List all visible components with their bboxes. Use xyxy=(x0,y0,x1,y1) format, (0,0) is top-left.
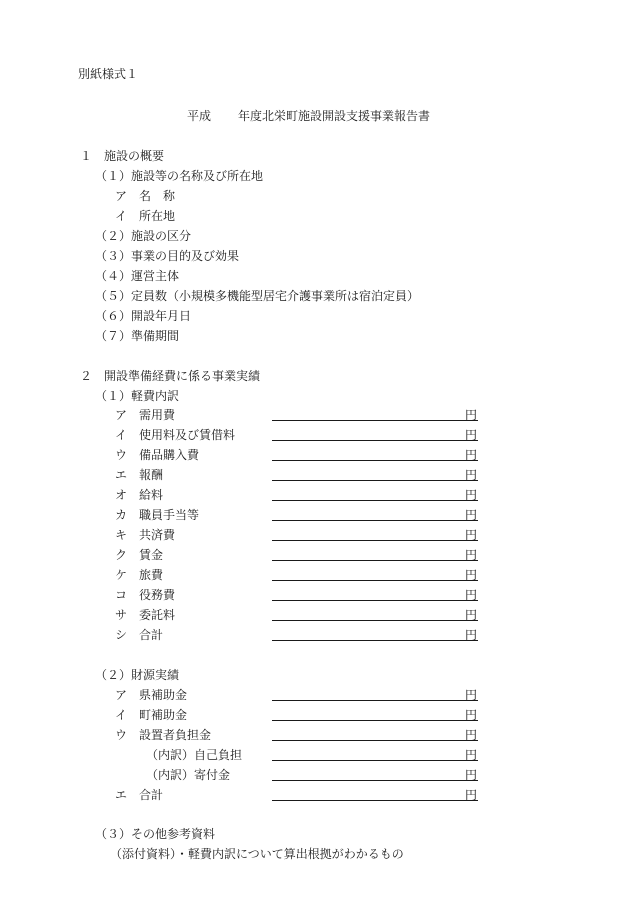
funding-label: ア 県補助金 xyxy=(115,688,188,702)
attachment-note: （添付資料）・軽費内訳について算出根拠がわかるもの xyxy=(110,847,404,861)
yen-unit: 円 xyxy=(465,768,478,782)
other-references-heading: （３）その他参考資料 xyxy=(95,827,216,841)
section1-heading: １ 施設の概要 xyxy=(80,149,165,163)
amount-line xyxy=(272,480,478,481)
expense-label: サ 委託料 xyxy=(115,608,176,622)
amount-line xyxy=(272,760,478,761)
page-title: 年度北栄町施設開設支援事業報告書 xyxy=(238,109,431,123)
amount-line xyxy=(272,560,478,561)
section1-item: （５）定員数（小規模多機能型居宅介護事業所は宿泊定員） xyxy=(95,289,420,303)
form-number: 別紙様式１ xyxy=(78,67,139,81)
yen-unit: 円 xyxy=(465,628,478,642)
yen-unit: 円 xyxy=(465,548,478,562)
amount-line xyxy=(272,420,478,421)
yen-unit: 円 xyxy=(465,748,478,762)
yen-unit: 円 xyxy=(465,468,478,482)
yen-unit: 円 xyxy=(465,588,478,602)
expense-label: オ 給料 xyxy=(115,488,164,502)
amount-line xyxy=(272,580,478,581)
expense-label: カ 職員手当等 xyxy=(115,508,200,522)
yen-unit: 円 xyxy=(465,448,478,462)
funding-label: イ 町補助金 xyxy=(115,708,188,722)
amount-line xyxy=(272,600,478,601)
expense-heading: （１）軽費内訳 xyxy=(95,389,180,403)
section1-item: （２）施設の区分 xyxy=(95,229,192,243)
section1-item: ア 名 称 xyxy=(115,189,176,203)
expense-label: エ 報酬 xyxy=(115,468,164,482)
funding-sublabel: （内訳）自己負担 xyxy=(146,748,243,762)
expense-label: ア 需用費 xyxy=(115,408,176,422)
yen-unit: 円 xyxy=(465,488,478,502)
amount-line xyxy=(272,460,478,461)
amount-line xyxy=(272,700,478,701)
funding-label: ウ 設置者負担金 xyxy=(115,728,212,742)
section1-item: （７）準備期間 xyxy=(95,329,180,343)
amount-line xyxy=(272,720,478,721)
funding-sublabel: （内訳）寄付金 xyxy=(146,768,231,782)
section2-heading: ２ 開設準備経費に係る事業実績 xyxy=(80,369,261,383)
title-era: 平成 xyxy=(187,109,212,123)
section1-item: （６）開設年月日 xyxy=(95,309,192,323)
expense-label: イ 使用料及び賃借料 xyxy=(115,428,236,442)
yen-unit: 円 xyxy=(465,408,478,422)
yen-unit: 円 xyxy=(465,688,478,702)
yen-unit: 円 xyxy=(465,568,478,582)
yen-unit: 円 xyxy=(465,428,478,442)
funding-label: エ 合計 xyxy=(115,788,164,802)
expense-label: キ 共済費 xyxy=(115,528,176,542)
section1-item: イ 所在地 xyxy=(115,209,176,223)
expense-label: コ 役務費 xyxy=(115,588,176,602)
yen-unit: 円 xyxy=(465,608,478,622)
amount-line xyxy=(272,780,478,781)
yen-unit: 円 xyxy=(465,528,478,542)
yen-unit: 円 xyxy=(465,508,478,522)
amount-line xyxy=(272,500,478,501)
amount-line xyxy=(272,740,478,741)
amount-line xyxy=(272,520,478,521)
amount-line xyxy=(272,800,478,801)
yen-unit: 円 xyxy=(465,788,478,802)
expense-label: ケ 旅費 xyxy=(115,568,164,582)
section1-item: （３）事業の目的及び効果 xyxy=(95,249,240,263)
amount-line xyxy=(272,440,478,441)
funding-heading: （２）財源実績 xyxy=(95,668,180,682)
amount-line xyxy=(272,620,478,621)
expense-label: ク 賃金 xyxy=(115,548,164,562)
yen-unit: 円 xyxy=(465,728,478,742)
section1-item: （４）運営主体 xyxy=(95,269,180,283)
amount-line xyxy=(272,540,478,541)
expense-label: ウ 備品購入費 xyxy=(115,448,200,462)
yen-unit: 円 xyxy=(465,708,478,722)
amount-line xyxy=(272,640,478,641)
section1-item: （１）施設等の名称及び所在地 xyxy=(95,169,264,183)
expense-label: シ 合計 xyxy=(115,628,164,642)
